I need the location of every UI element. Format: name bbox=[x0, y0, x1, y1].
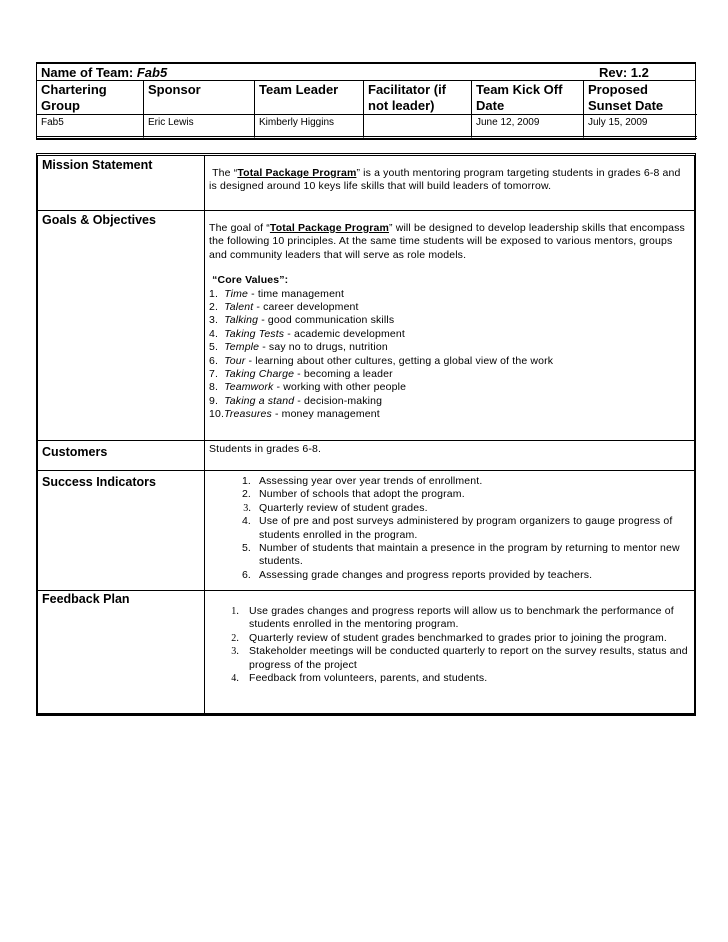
success-indicator-item bbox=[239, 502, 690, 515]
customers-row bbox=[38, 441, 694, 471]
feedback-item-text: Use grades changes and progress reports will allow us to benchmark the performance of students enrolled in the mentoring program. bbox=[249, 605, 674, 631]
core-values-title-text: “Core Values”: bbox=[212, 274, 289, 287]
success-indicator-item bbox=[239, 569, 690, 582]
core-value-item bbox=[209, 314, 690, 327]
core-value-item bbox=[209, 301, 690, 314]
feedback-item bbox=[227, 645, 690, 672]
core-value-desc: - learning about other cultures, getting a global view of the work bbox=[245, 354, 554, 367]
team-name-label: Name of Team: bbox=[41, 65, 134, 80]
feedback-item-text: Stakeholder meetings will be conducted quarterly to report on the survey results, status and progress of the project bbox=[249, 645, 688, 671]
core-value-desc: - decision-making bbox=[294, 394, 383, 407]
core-value-number: 5. bbox=[209, 341, 219, 354]
feedback-plan-row bbox=[38, 591, 694, 713]
customers-label: Customers bbox=[38, 441, 205, 470]
header-table bbox=[36, 62, 696, 140]
core-value-number: 1. bbox=[209, 287, 219, 300]
goals-row bbox=[38, 211, 694, 441]
success-indicator-item bbox=[239, 488, 690, 501]
success-indicator-text: Quarterly review of student grades. bbox=[259, 501, 428, 514]
revision: Rev: 1.2 bbox=[599, 65, 649, 80]
core-value-desc: - good communication skills bbox=[258, 314, 395, 327]
mission-pre: The “ bbox=[212, 167, 238, 179]
header-label-facilitator: Facilitator (if not leader) bbox=[364, 81, 472, 115]
core-value-number: 2. bbox=[209, 301, 219, 314]
core-value-item bbox=[209, 395, 690, 408]
core-value-term: Teamwork bbox=[224, 381, 274, 394]
core-value-term: Taking Tests bbox=[224, 327, 285, 340]
core-value-desc: - academic development bbox=[284, 327, 405, 340]
success-indicators-row bbox=[38, 471, 694, 591]
chartering-group-value: Fab5 bbox=[37, 115, 144, 139]
success-indicator-number: 4. bbox=[241, 515, 251, 528]
core-value-number: 7. bbox=[209, 368, 219, 381]
sponsor-value: Eric Lewis bbox=[144, 115, 255, 139]
feedback-plan-label: Feedback Plan bbox=[38, 591, 205, 713]
feedback-item-number: 1. bbox=[231, 606, 239, 617]
core-value-term: Tour bbox=[224, 354, 246, 367]
core-value-item bbox=[209, 328, 690, 341]
success-indicators-content bbox=[205, 471, 694, 590]
header-label-chartering-group: Chartering Group bbox=[37, 81, 144, 115]
mission-post: ” is a youth mentoring program targeting students in grades 6-8 and is designed around 10 keys life skills that will build leaders of tomorrow. bbox=[209, 167, 681, 193]
core-value-number: 8. bbox=[209, 381, 219, 394]
team-name bbox=[41, 65, 167, 80]
feedback-item-number: 2. bbox=[231, 632, 239, 644]
sunset-date-value: July 15, 2009 bbox=[584, 115, 697, 139]
core-value-item bbox=[209, 381, 690, 394]
header-label-sponsor: Sponsor bbox=[144, 81, 255, 115]
goals-text bbox=[209, 222, 690, 262]
goals-content bbox=[205, 211, 694, 440]
core-value-item bbox=[209, 408, 690, 421]
core-value-desc: - say no to drugs, nutrition bbox=[259, 341, 388, 354]
core-value-number: 9. bbox=[209, 394, 219, 407]
team-leader-value: Kimberly Higgins bbox=[255, 115, 364, 139]
team-name-value: Fab5 bbox=[136, 65, 168, 80]
success-indicator-number: 2. bbox=[241, 488, 251, 501]
mission-program-name: Total Package Program bbox=[237, 167, 357, 179]
header-label-kickoff-date: Team Kick Off Date bbox=[472, 81, 584, 115]
success-indicator-text: Use of pre and post surveys administered by program organizers to gauge progress of students enrolled in the program. bbox=[259, 515, 673, 541]
core-value-desc: - becoming a leader bbox=[294, 368, 393, 381]
customers-text: Students in grades 6-8. bbox=[209, 443, 322, 455]
core-value-term: Taking Charge bbox=[224, 368, 295, 381]
success-indicators-list bbox=[239, 475, 690, 582]
feedback-item-number: 3. bbox=[231, 646, 239, 658]
team-title-row bbox=[37, 64, 695, 81]
success-indicator-item bbox=[239, 542, 690, 569]
success-indicator-text: Assessing grade changes and progress reports provided by teachers. bbox=[259, 568, 593, 581]
goals-program-name: Total Package Program bbox=[269, 222, 389, 234]
team-charter-header bbox=[36, 62, 696, 140]
feedback-item-text: Feedback from volunteers, parents, and students. bbox=[249, 672, 488, 685]
core-value-term: Taking a stand bbox=[224, 394, 295, 407]
core-value-term: Talking bbox=[224, 314, 259, 327]
kickoff-date-value: June 12, 2009 bbox=[472, 115, 584, 139]
success-indicator-text: Number of students that maintain a presence in the program by returning to mentor new students. bbox=[259, 542, 680, 568]
customers-content bbox=[205, 441, 694, 470]
mission-content bbox=[205, 156, 694, 210]
mission-label: Mission Statement bbox=[38, 156, 205, 210]
header-label-sunset-date: Proposed Sunset Date bbox=[584, 81, 697, 115]
feedback-item-text: Quarterly review of student grades benchmarked to grades prior to joining the program. bbox=[249, 631, 667, 644]
success-indicator-number: 3. bbox=[243, 502, 251, 514]
core-value-number: 3. bbox=[209, 314, 219, 327]
core-value-desc: - time management bbox=[248, 287, 345, 300]
header-grid bbox=[37, 81, 695, 139]
facilitator-value bbox=[364, 115, 472, 139]
goals-pre: The goal of “ bbox=[209, 222, 270, 234]
charter-sections-table bbox=[36, 153, 696, 716]
core-value-item bbox=[209, 288, 690, 301]
core-value-number: 10. bbox=[209, 408, 225, 421]
core-value-term: Temple bbox=[224, 341, 260, 354]
success-indicator-item bbox=[239, 475, 690, 488]
success-indicators-label: Success Indicators bbox=[38, 471, 205, 590]
mission-row bbox=[38, 156, 694, 211]
core-value-term: Time bbox=[224, 287, 249, 300]
success-indicator-number: 5. bbox=[241, 542, 251, 555]
feedback-item bbox=[227, 632, 690, 645]
feedback-item-number: 4. bbox=[231, 673, 239, 685]
core-values-title bbox=[209, 274, 690, 287]
core-value-term: Treasures bbox=[224, 408, 272, 421]
success-indicator-text: Number of schools that adopt the program. bbox=[259, 488, 465, 501]
goals-post: ” will be designed to develop leadership skills that encompass the following 10 principles. At the same time students will be exposed to various mentors, groups and community leaders that will serve as role models. bbox=[209, 222, 685, 261]
success-indicator-number: 1. bbox=[241, 475, 251, 487]
feedback-plan-list bbox=[227, 605, 690, 685]
core-values-list bbox=[209, 288, 690, 422]
core-value-item bbox=[209, 341, 690, 354]
core-value-desc: - money management bbox=[271, 408, 380, 421]
core-value-term: Talent bbox=[224, 301, 254, 314]
feedback-item bbox=[227, 672, 690, 685]
feedback-item bbox=[227, 605, 690, 632]
core-value-item bbox=[209, 355, 690, 368]
core-value-desc: - career development bbox=[253, 301, 359, 314]
mission-text bbox=[209, 167, 690, 194]
header-label-team-leader: Team Leader bbox=[255, 81, 364, 115]
success-indicator-number: 6. bbox=[241, 568, 251, 581]
success-indicator-item bbox=[239, 515, 690, 542]
core-value-number: 6. bbox=[209, 354, 219, 367]
core-value-item bbox=[209, 368, 690, 381]
goals-label: Goals & Objectives bbox=[38, 211, 205, 440]
feedback-plan-content bbox=[205, 591, 694, 713]
core-value-desc: - working with other people bbox=[273, 381, 407, 394]
success-indicator-text: Assessing year over year trends of enrollment. bbox=[259, 475, 483, 487]
core-value-number: 4. bbox=[209, 327, 219, 340]
